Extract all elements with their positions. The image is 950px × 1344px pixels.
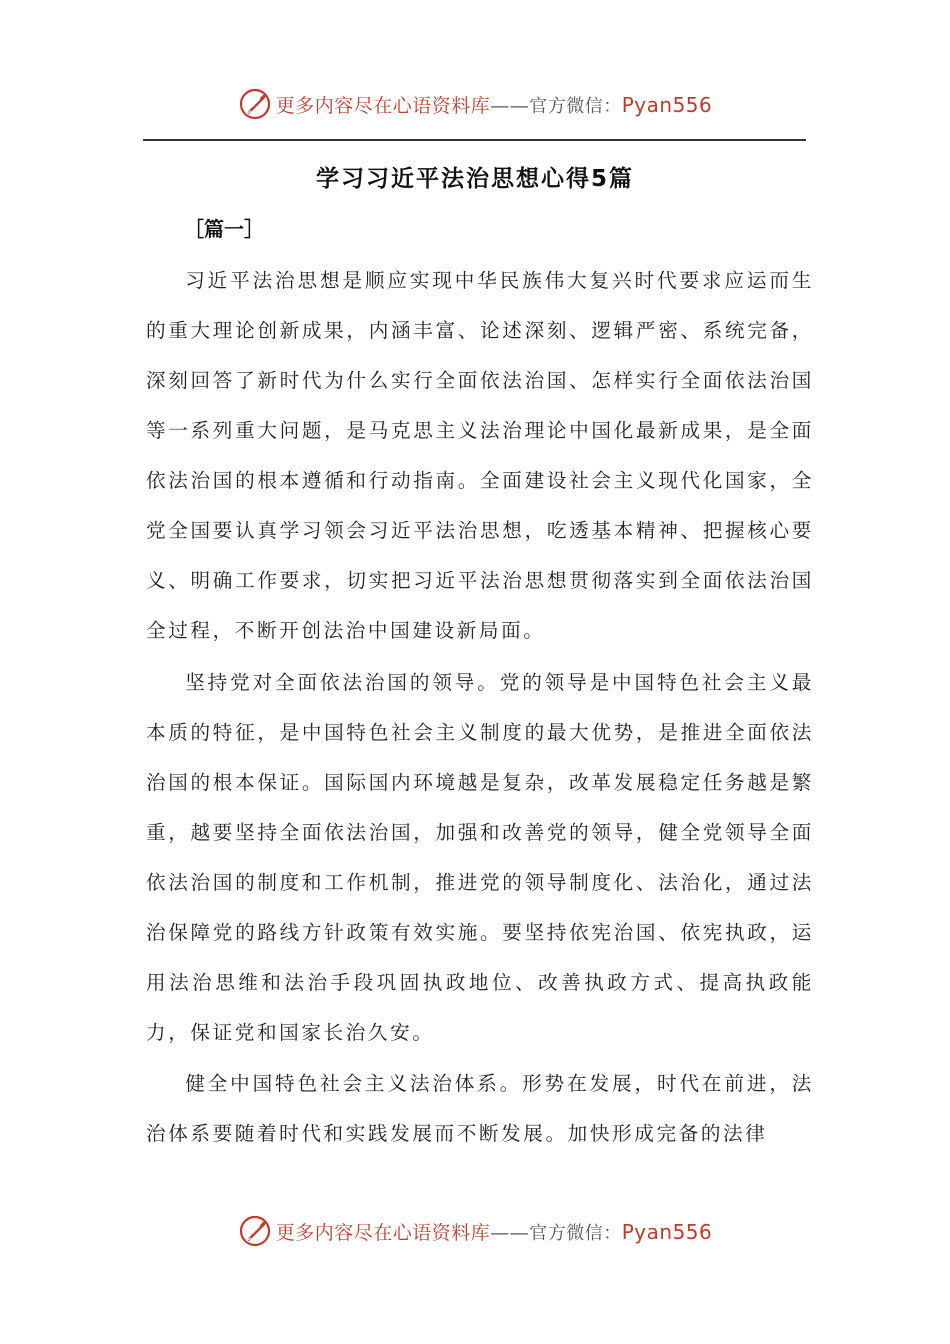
section-label: ［篇一］ [184, 217, 264, 241]
header-divider [143, 139, 806, 141]
quill-logo-icon [238, 1214, 272, 1248]
body-paragraph-1: 习近平法治思想是顺应实现中华民族伟大复兴时代要求应运而生的重大理论创新成果，内涵丰富、论述深刻、逻辑严密、系统完备，深刻回答了新时代为什么实行全面依法治国、怎样实行全面依法治国等一系列重大问题，是马克思主义法治理论中国化最新成果，是全面依法治国的根本遵循和行动指南。全面建设社会主义现代化国家，全党全国要认真学习领会习近平法治思想，吃透基本精神、把握核心要义、明确工作要求，切实把习近平法治思想贯彻落实到全面依法治国全过程，不断开创法治中国建设新局面。 [146, 269, 814, 642]
footer-banner [0, 1211, 950, 1251]
body-paragraph-3: 健全中国特色社会主义法治体系。形势在发展，时代在前进，法治体系要随着时代和实践发展而不断发展。加快形成完备的法律 [146, 1072, 814, 1145]
body-paragraph-2: 坚持党对全面依法治国的领导。党的领导是中国特色社会主义最本质的特征，是中国特色社会主义制度的最大优势，是推进全面依法治国的根本保证。国际国内环境越是复杂，改革发展稳定任务越是繁重，越要坚持全面依法治国，加强和改善党的领导，健全党领导全面依法治国的制度和工作机制，推进党的领导制度化、法治化，通过法治保障党的路线方针政策有效实施。要坚持依宪治国、依宪执政，运用法治思维和法治手段巩固执政地位、改善执政方式、提高执政能力，保证党和国家长治久安。 [146, 671, 814, 1044]
document-title: 学习习近平法治思想心得5篇 [315, 166, 634, 192]
quill-logo-icon [238, 87, 272, 121]
banner-text: 更多内容尽在心语资料库——官方微信：Pyan556 [275, 1219, 713, 1244]
header-banner [0, 84, 950, 124]
banner-text: 更多内容尽在心语资料库——官方微信：Pyan556 [275, 92, 713, 117]
